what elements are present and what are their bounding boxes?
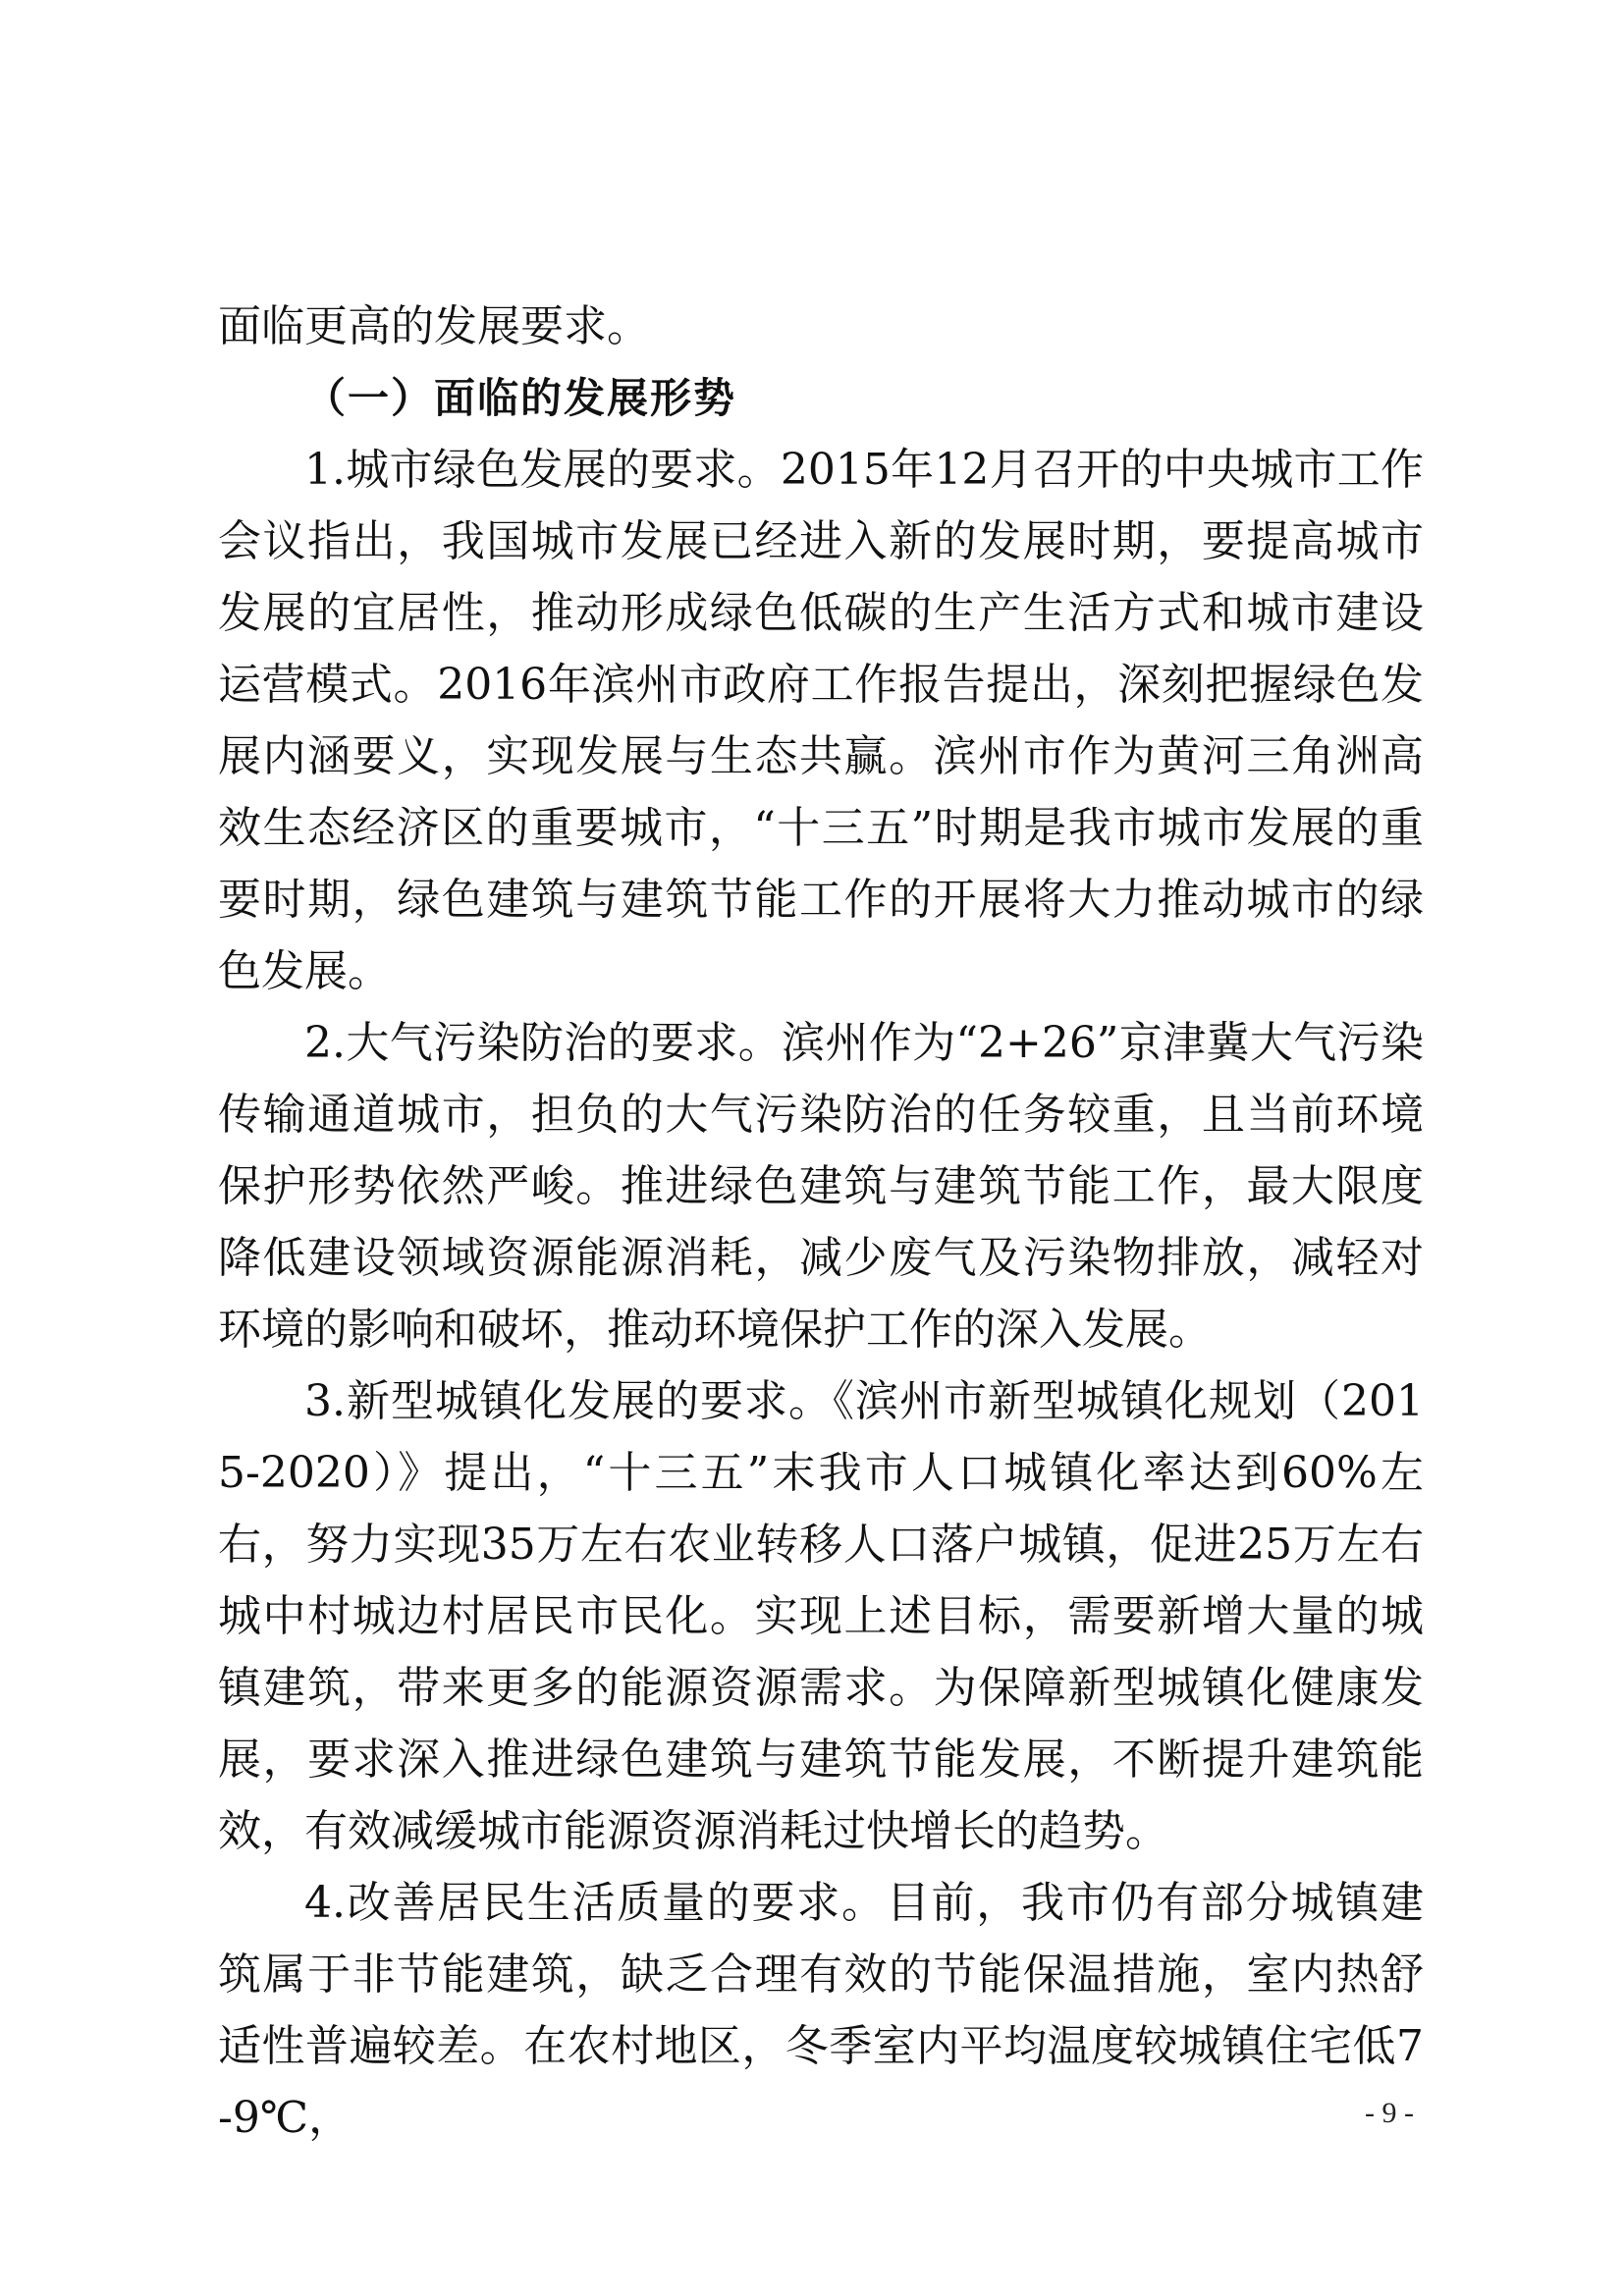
section-heading: （一）面临的发展形势	[304, 374, 737, 422]
paragraph-urban-green-development: 1.城市绿色发展的要求。2015年12月召开的中央城市工作会议指出，我国城市发展已经进入新的发展时期，要提高城市发展的宜居性，推动形成绿色低碳的生产生活方式和城市建设运营模式。2016年滨州市政府工作报告提出，深刻把握绿色发展内涵要义，实现发展与生态共赢。滨州市作为黄河三角洲高效生态经济区的重要城市，“十三五”时期是我市城市发展的重要时期，绿色建筑与建筑节能工作的开展将大力推动城市的绿色发展。	[218, 445, 1424, 996]
body-text	[218, 291, 1424, 2154]
continuation-paragraph: 面临更高的发展要求。	[218, 301, 650, 351]
paragraph-air-pollution-control: 2.大气污染防治的要求。滨州作为“2+26”京津冀大气污染传输通道城市，担负的大气污染防治的任务较重，且当前环境保护形势依然严峻。推进绿色建筑与建筑节能工作，最大限度降低建设领域资源能源消耗，减少废气及污染物排放，减轻对环境的影响和破坏，推动环境保护工作的深入发展。	[218, 1018, 1424, 1355]
page-number: - 9 -	[1365, 2097, 1414, 2129]
paragraph-new-urbanization: 3.新型城镇化发展的要求。《滨州市新型城镇化规划（2015-2020）》提出，“十三五”末我市人口城镇化率达到60%左右，努力实现35万左右农业转移人口落户城镇，促进25万左右城中村城边村居民市民化。实现上述目标，需要新增大量的城镇建筑，带来更多的能源资源需求。为保障新型城镇化健康发展，要求深入推进绿色建筑与建筑节能发展，不断提升建筑能效，有效减缓城市能源资源消耗过快增长的趋势。	[218, 1376, 1424, 1856]
paragraph-living-quality: 4.改善居民生活质量的要求。目前，我市仍有部分城镇建筑属于非节能建筑，缺乏合理有效的节能保温措施，室内热舒适性普遍较差。在农村地区，冬季室内平均温度较城镇住宅低7-9℃，	[218, 1878, 1424, 2143]
